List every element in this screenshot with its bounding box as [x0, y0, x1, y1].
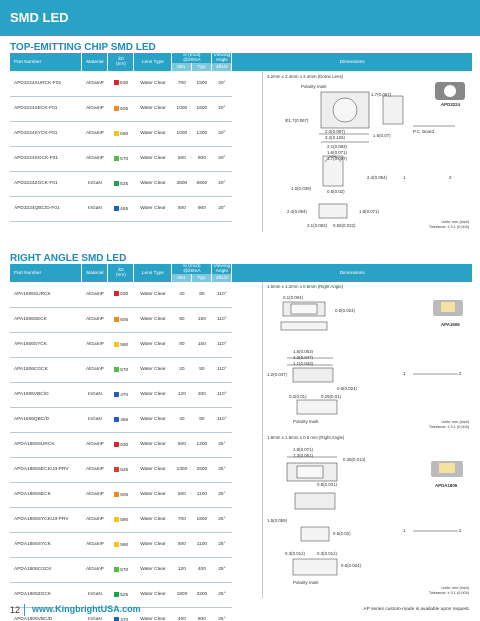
- dim-label: 0.8(0.031): [317, 482, 338, 487]
- col-angle: Viewing Angle: [213, 53, 231, 63]
- material-cell: AlGaInP: [82, 482, 108, 507]
- lens-cell: Water Clear: [134, 557, 172, 582]
- wavelength-cell: [108, 382, 134, 407]
- wavelength-cell: [108, 71, 134, 96]
- iv-min-cell: 3600: [172, 171, 192, 196]
- material-cell: AlGaInP: [82, 307, 108, 332]
- col-part-number: Part Number: [10, 53, 82, 71]
- part-number-cell: APD3224SGCK-F01: [10, 146, 82, 171]
- dim-label: 0.1(0.004): [283, 295, 304, 300]
- wavelength-cell: [108, 507, 134, 532]
- section-title-top-emitting: TOP-EMITTING CHIP SMD LED: [10, 42, 156, 53]
- dim-label: 1.5(0.059): [267, 518, 288, 523]
- angle-cell: 25°: [212, 482, 232, 507]
- lens-cell: Water Clear: [134, 196, 172, 221]
- material-cell: AlGaInP: [82, 457, 108, 482]
- wavelength-value: 630: [120, 81, 129, 87]
- lens-cell: Water Clear: [134, 146, 172, 171]
- lens-cell: Water Clear: [134, 171, 172, 196]
- dim-label: Φ1.7(0.067): [285, 118, 309, 123]
- iv-typ-cell: 1600: [192, 96, 212, 121]
- col-iv-typ: Typ.: [192, 274, 212, 282]
- color-swatch: [114, 80, 119, 85]
- dim-label: 0.6(0.024): [335, 308, 356, 313]
- material-cell: AlGaInP: [82, 532, 108, 557]
- angle-cell: 25°: [212, 432, 232, 457]
- wavelength-value: 590: [120, 131, 129, 137]
- wavelength-cell: [108, 171, 134, 196]
- wavelength-value: 605: [120, 317, 129, 323]
- part-number-cell: APD3224SECK-F01: [10, 96, 82, 121]
- apd3224-drawing: [263, 72, 474, 232]
- dim-label: 0.3(0.012): [317, 551, 338, 556]
- material-cell: AlGaInP: [82, 507, 108, 532]
- iv-min-cell: 20: [172, 357, 192, 382]
- iv-typ-cell: 900: [192, 196, 212, 221]
- wavelength-value: 465: [120, 206, 129, 212]
- part-number-cell: APD3224SYCK-F01: [10, 121, 82, 146]
- iv-typ-cell: 1300: [192, 121, 212, 146]
- dim-label: 1.1(0.043): [293, 361, 314, 366]
- wavelength-cell: [108, 557, 134, 582]
- color-swatch: [114, 342, 119, 347]
- part-number-cell: APDA1806SECK: [10, 482, 82, 507]
- polarity-label: Polarity mark: [301, 84, 327, 89]
- dim-label: 0.5(0.02): [327, 189, 345, 194]
- iv-typ-cell: 1500: [192, 71, 212, 96]
- dim-label: 2.4(0.094): [287, 209, 308, 214]
- dimensions-panel-apda1806: [262, 433, 473, 598]
- color-swatch: [114, 467, 119, 472]
- angle-cell: 110°: [212, 382, 232, 407]
- color-swatch: [114, 492, 119, 497]
- col-angle-unit: 2θ1/2: [212, 63, 232, 71]
- dim-label: 0.25(0.01): [321, 394, 342, 399]
- col-lens: Lens Type: [134, 53, 172, 71]
- wavelength-value: 590: [120, 517, 129, 523]
- material-cell: AlGaInP: [82, 71, 108, 96]
- dim-label: 2: [459, 528, 462, 533]
- iv-typ-cell: 80: [192, 282, 212, 307]
- lens-cell: Water Clear: [134, 357, 172, 382]
- wavelength-value: 570: [120, 367, 129, 373]
- part-number-cell: APA1606SYCK: [10, 332, 82, 357]
- color-swatch: [114, 567, 119, 572]
- iv-typ-cell: 2600: [192, 457, 212, 482]
- units-note: Units: mm (inch) Tolerance: ± 0.1 (0.004): [428, 586, 469, 595]
- part-number-cell: APDA1806SYCK: [10, 532, 82, 557]
- wavelength-cell: [108, 407, 134, 432]
- col-angle: Viewing Angle: [213, 264, 231, 274]
- iv-typ-cell: 150: [192, 332, 212, 357]
- iv-min-cell: 80: [172, 332, 192, 357]
- lens-cell: Water Clear: [134, 307, 172, 332]
- lens-cell: Water Clear: [134, 96, 172, 121]
- dim-label: 1: [403, 528, 406, 533]
- header-banner: [0, 0, 480, 36]
- col-iv: Iv (mcd) @20mA: [172, 264, 212, 274]
- iv-typ-cell: 1100: [192, 482, 212, 507]
- model-label: APA1606: [441, 322, 460, 327]
- angle-cell: 25°: [212, 532, 232, 557]
- dim-label: 1.3(0.051): [293, 453, 314, 458]
- col-dimensions: Dimensions: [232, 264, 473, 282]
- material-cell: AlGaInP: [82, 557, 108, 582]
- iv-typ-cell: 50: [192, 357, 212, 382]
- iv-min-cell: 500: [172, 196, 192, 221]
- col-part-number: Part Number: [10, 264, 82, 282]
- angle-cell: 25°: [212, 607, 232, 621]
- material-cell: InGaN: [82, 196, 108, 221]
- color-swatch: [114, 181, 119, 186]
- lens-cell: Water Clear: [134, 71, 172, 96]
- wavelength-value: 525: [120, 592, 129, 598]
- page-number: 12: [10, 605, 21, 615]
- wavelength-value: 605: [120, 492, 129, 498]
- col-wavelength: λD (nm): [108, 53, 134, 71]
- iv-typ-cell: 1800: [192, 507, 212, 532]
- dim-label: 0.2(0.01): [289, 394, 307, 399]
- col-lens: Lens Type: [134, 264, 172, 282]
- material-cell: AlGaInP: [82, 357, 108, 382]
- color-swatch: [114, 617, 119, 621]
- wavelength-cell: [108, 282, 134, 307]
- col-material: Material: [82, 53, 108, 71]
- lens-cell: Water Clear: [134, 482, 172, 507]
- dim-label: 1.7(0.067): [371, 92, 392, 97]
- lens-cell: Water Clear: [134, 282, 172, 307]
- dim-label: 2.1(0.083): [307, 223, 328, 228]
- angle-cell: 110°: [212, 307, 232, 332]
- iv-typ-cell: 160: [192, 307, 212, 332]
- lens-cell: Water Clear: [134, 407, 172, 432]
- footer-divider: [24, 604, 25, 616]
- color-swatch: [114, 131, 119, 136]
- page-title: SMD LED: [10, 10, 69, 25]
- color-swatch: [114, 417, 119, 422]
- dim-label: 1.2(0.047): [293, 355, 314, 360]
- material-cell: InGaN: [82, 407, 108, 432]
- custom-note: AP series custom-made is available upon request.: [363, 607, 470, 612]
- angle-cell: 25°: [212, 457, 232, 482]
- iv-typ-cell: 80: [192, 407, 212, 432]
- dim-label: 1: [403, 371, 406, 376]
- iv-min-cell: 1300: [172, 457, 192, 482]
- col-iv-typ: Typ.: [192, 63, 212, 71]
- wavelength-cell: [108, 146, 134, 171]
- wavelength-cell: [108, 532, 134, 557]
- wavelength-value: 630: [120, 442, 129, 448]
- color-swatch: [114, 291, 119, 296]
- lens-cell: Water Clear: [134, 507, 172, 532]
- website-link[interactable]: www.KingbrightUSA.com: [32, 604, 141, 614]
- iv-min-cell: 500: [172, 532, 192, 557]
- wavelength-value: 525: [120, 181, 129, 187]
- material-cell: AlGaInP: [82, 332, 108, 357]
- iv-typ-cell: 3200: [192, 582, 212, 607]
- part-number-cell: APA1606QBC/D: [10, 407, 82, 432]
- color-swatch: [114, 206, 119, 211]
- angle-cell: 20°: [212, 121, 232, 146]
- col-dimensions: Dimensions: [232, 53, 473, 71]
- model-label: APD3224: [441, 102, 461, 107]
- angle-cell: 25°: [212, 582, 232, 607]
- part-number-cell: APDA1806SURCK: [10, 432, 82, 457]
- col-wavelength: λD (nm): [108, 264, 134, 282]
- dim-label: 0.6(0.024): [341, 563, 362, 568]
- wavelength-value: 590: [120, 542, 129, 548]
- material-cell: AlGaInP: [82, 146, 108, 171]
- material-cell: InGaN: [82, 582, 108, 607]
- iv-min-cell: 1000: [172, 121, 192, 146]
- part-number-cell: APDA1806ZGCK: [10, 582, 82, 607]
- wavelength-value: 630: [120, 292, 129, 298]
- part-number-cell: APDA1806SYCK/J3-PRV: [10, 507, 82, 532]
- color-swatch: [114, 592, 119, 597]
- part-number-cell: APDA1806SECK/J3-PRV: [10, 457, 82, 482]
- dim-label: 1.6(0.063): [293, 349, 314, 354]
- lens-cell: Water Clear: [134, 457, 172, 482]
- part-number-cell: APA1606SURCK: [10, 282, 82, 307]
- dimensions-panel-apd3224: [262, 72, 473, 232]
- polarity-label: Polarity mark: [293, 580, 319, 585]
- package-size: 3.2mm x 2.4mm x 2.4mm (Dome Lens): [267, 74, 344, 79]
- dim-label: 0.55(0.022): [333, 223, 356, 228]
- color-swatch: [114, 367, 119, 372]
- iv-typ-cell: 200: [192, 382, 212, 407]
- section-title-right-angle: RIGHT ANGLE SMD LED: [10, 253, 127, 264]
- wavelength-value: 465: [120, 417, 129, 423]
- dim-label: 0.5(0.02): [333, 531, 351, 536]
- iv-min-cell: 500: [172, 432, 192, 457]
- iv-min-cell: 120: [172, 382, 192, 407]
- col-iv-min: Min.: [172, 274, 192, 282]
- dim-label: 1.8(0.071): [359, 209, 380, 214]
- wavelength-cell: [108, 482, 134, 507]
- iv-min-cell: 500: [172, 146, 192, 171]
- board-label: P.C. Board: [413, 129, 434, 134]
- polarity-label: Polarity mark: [293, 419, 319, 424]
- angle-cell: 25°: [212, 557, 232, 582]
- iv-typ-cell: 800: [192, 607, 212, 621]
- color-swatch: [114, 517, 119, 522]
- part-number-cell: APD3224ZGCK-F01: [10, 171, 82, 196]
- part-number-cell: APA1606SECK: [10, 307, 82, 332]
- material-cell: AlGaInP: [82, 282, 108, 307]
- angle-cell: 20°: [212, 171, 232, 196]
- dim-label: 0.6(0.024): [337, 386, 358, 391]
- wavelength-cell: [108, 96, 134, 121]
- lens-cell: Water Clear: [134, 382, 172, 407]
- col-angle-unit: 2θ1/2: [212, 274, 232, 282]
- wavelength-cell: [108, 332, 134, 357]
- lens-cell: Water Clear: [134, 432, 172, 457]
- lens-cell: Water Clear: [134, 532, 172, 557]
- wavelength-value: 625: [120, 467, 129, 473]
- wavelength-value: 590: [120, 342, 129, 348]
- angle-cell: 110°: [212, 282, 232, 307]
- iv-min-cell: 700: [172, 71, 192, 96]
- wavelength-value: 570: [120, 567, 129, 573]
- model-label: APDA1806: [435, 483, 458, 488]
- dim-label: 3.2(0.126): [325, 135, 346, 140]
- color-swatch: [114, 542, 119, 547]
- dim-label: 1.7(0.067): [327, 156, 348, 161]
- angle-cell: 20°: [212, 96, 232, 121]
- dim-label: 2: [459, 371, 462, 376]
- dim-label: 1: [403, 175, 406, 180]
- dim-label: 2.4(0.094): [367, 175, 388, 180]
- iv-min-cell: 40: [172, 282, 192, 307]
- color-swatch: [114, 156, 119, 161]
- dim-label: 1.0(0.039): [291, 186, 312, 191]
- iv-min-cell: 1000: [172, 96, 192, 121]
- iv-typ-cell: 1100: [192, 532, 212, 557]
- wavelength-cell: [108, 432, 134, 457]
- part-number-cell: APD3224SURCK-F01: [10, 71, 82, 96]
- dim-label: 1.6(0.07): [373, 133, 391, 138]
- color-swatch: [114, 317, 119, 322]
- angle-cell: 110°: [212, 357, 232, 382]
- angle-cell: 20°: [212, 196, 232, 221]
- lens-cell: Water Clear: [134, 582, 172, 607]
- lens-cell: Water Clear: [134, 332, 172, 357]
- color-swatch: [114, 442, 119, 447]
- wavelength-value: 570: [120, 156, 129, 162]
- dimensions-panel-apa1606: [262, 282, 473, 432]
- col-material: Material: [82, 264, 108, 282]
- wavelength-cell: [108, 307, 134, 332]
- dim-label: 0.3(0.012): [285, 551, 306, 556]
- dim-label: 2: [449, 175, 452, 180]
- material-cell: AlGaInP: [82, 432, 108, 457]
- angle-cell: 110°: [212, 332, 232, 357]
- wavelength-cell: [108, 457, 134, 482]
- col-iv: Iv (mcd) @20mA: [172, 53, 212, 63]
- angle-cell: 110°: [212, 407, 232, 432]
- wavelength-cell: [108, 196, 134, 221]
- wavelength-cell: [108, 121, 134, 146]
- dim-label: 1.6(0.071): [327, 150, 348, 155]
- dim-label: 2.1(0.083): [327, 144, 348, 149]
- color-swatch: [114, 106, 119, 111]
- iv-min-cell: 40: [172, 407, 192, 432]
- iv-typ-cell: 900: [192, 146, 212, 171]
- dim-label: 1.2(0.047): [267, 372, 288, 377]
- angle-cell: 25°: [212, 507, 232, 532]
- package-size: 1.8mm x 1.5mm x 0.6 mm (Right Angle): [267, 435, 345, 440]
- package-size: 1.6mm x 1.2mm x 0.6mm (Right Angle): [267, 284, 344, 289]
- iv-min-cell: 700: [172, 507, 192, 532]
- part-number-cell: APD3224QBC/D-F01: [10, 196, 82, 221]
- wavelength-value: 470: [120, 392, 129, 398]
- material-cell: InGaN: [82, 171, 108, 196]
- color-swatch: [114, 392, 119, 397]
- dim-label: 2.0(0.087): [325, 129, 346, 134]
- part-number-cell: APDA1806CGCK: [10, 557, 82, 582]
- part-number-cell: APA1606CGCK: [10, 357, 82, 382]
- units-note: Units: mm (inch) Tolerance: ± 0.1 (0.004): [428, 220, 469, 229]
- material-cell: AlGaInP: [82, 96, 108, 121]
- lens-cell: Water Clear: [134, 121, 172, 146]
- iv-typ-cell: 400: [192, 557, 212, 582]
- iv-min-cell: 120: [172, 557, 192, 582]
- iv-min-cell: 80: [172, 307, 192, 332]
- material-cell: InGaN: [82, 607, 108, 621]
- iv-min-cell: 1900: [172, 582, 192, 607]
- wavelength-value: 605: [120, 106, 129, 112]
- dim-label: 1.8(0.071): [293, 447, 314, 452]
- part-number-cell: APDA1806VBC/D: [10, 607, 82, 621]
- wavelength-cell: [108, 357, 134, 382]
- iv-typ-cell: 6800: [192, 171, 212, 196]
- angle-cell: 20°: [212, 71, 232, 96]
- material-cell: AlGaInP: [82, 121, 108, 146]
- dim-label: 0.36(0.014): [343, 457, 366, 462]
- lens-cell: Water Clear: [134, 607, 172, 621]
- col-iv-min: Min.: [172, 63, 192, 71]
- iv-min-cell: 400: [172, 607, 192, 621]
- iv-min-cell: 500: [172, 482, 192, 507]
- iv-typ-cell: 1200: [192, 432, 212, 457]
- wavelength-value: 470: [120, 617, 129, 621]
- part-number-cell: APA1606VBC/D: [10, 382, 82, 407]
- angle-cell: 20°: [212, 146, 232, 171]
- material-cell: InGaN: [82, 382, 108, 407]
- units-note: Units: mm (inch) Tolerance: ± 0.1 (0.004): [428, 420, 469, 429]
